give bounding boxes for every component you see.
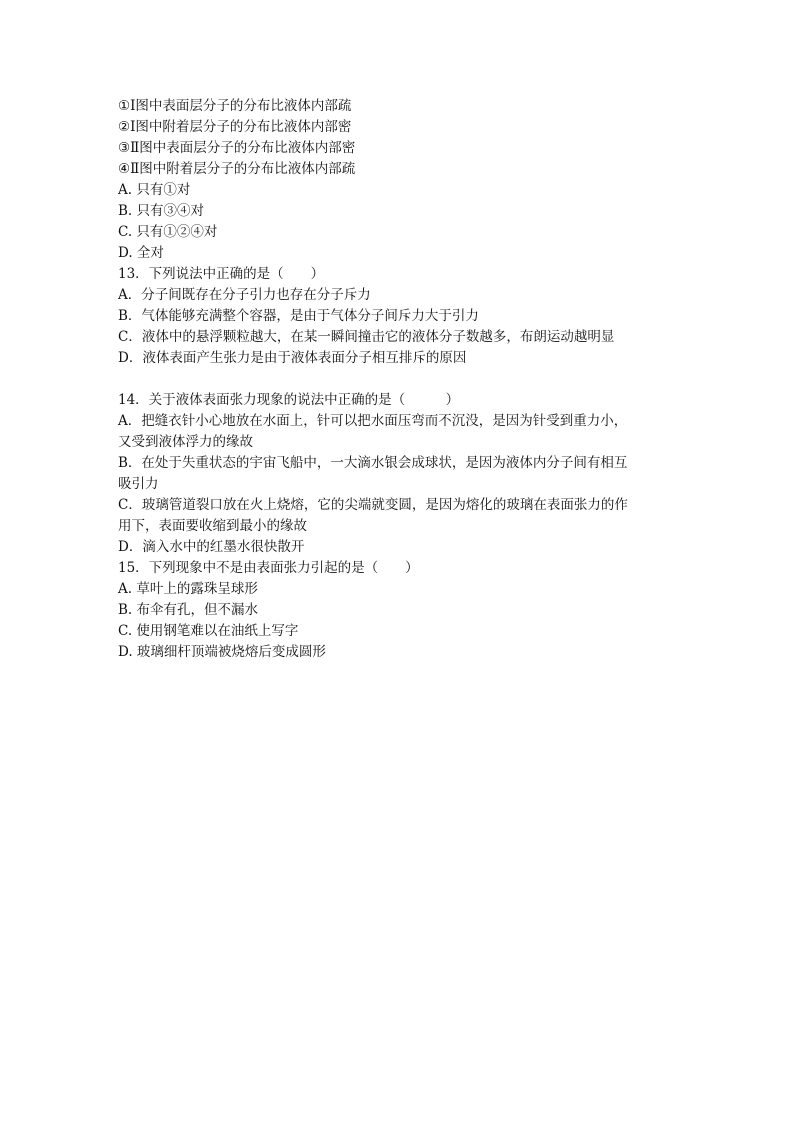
- q15-option-b: B. 布伞有孔，但不漏水: [118, 602, 259, 618]
- question-12-continuation: [118, 96, 678, 264]
- blank-line: [118, 369, 678, 390]
- q15-option-a: A. 草叶上的露珠呈球形: [118, 581, 258, 597]
- q13-option-a: A．分子间既存在分子引力也存在分子斥力: [118, 287, 371, 303]
- q14-option-b-line-1: B．在处于失重状态的宇宙飞船中，一大滴水银会成球状，是因为液体内分子间有相互: [118, 455, 628, 471]
- question-15: [118, 558, 678, 663]
- q15-option-d: D. 玻璃细杆顶端被烧熔后变成圆形: [118, 644, 326, 660]
- q13-stem: 13．下列说法中正确的是（ ）: [118, 266, 325, 282]
- q14-option-c-line-1: C．玻璃管道裂口放在火上烧熔，它的尖端就变圆，是因为熔化的玻璃在表面张力的作: [118, 497, 628, 513]
- question-14: [118, 390, 678, 558]
- q13-option-b: B．气体能够充满整个容器，是由于气体分子间斥力大于引力: [118, 308, 479, 324]
- document-page: [118, 96, 678, 663]
- q15-option-c: C. 使用钢笔难以在油纸上写字: [118, 623, 299, 639]
- q15-stem: 15．下列现象中不是由表面张力引起的是（ ）: [118, 560, 419, 576]
- statement-2: ②Ⅰ图中附着层分子的分布比液体内部密: [118, 119, 352, 135]
- q13-option-c: C．液体中的悬浮颗粒越大，在某一瞬间撞击它的液体分子数越多，布朗运动越明显: [118, 329, 615, 345]
- q14-option-a-line-2: 又受到液体浮力的缘故: [118, 434, 253, 450]
- q13-option-d: D．液体表面产生张力是由于液体表面分子相互排斥的原因: [118, 350, 467, 366]
- q14-option-a-line-1: A．把缝衣针小心地放在水面上，针可以把水面压弯而不沉没，是因为针受到重力小，: [118, 413, 628, 429]
- q12-option-a: A. 只有①对: [118, 182, 191, 198]
- q12-option-c: C. 只有①②④对: [118, 224, 218, 240]
- q14-option-b-line-2: 吸引力: [118, 476, 159, 492]
- statement-4: ④Ⅱ图中附着层分子的分布比液体内部疏: [118, 161, 356, 177]
- q12-option-d: D. 全对: [118, 245, 164, 261]
- q14-option-d: D．滴入水中的红墨水很快散开: [118, 539, 305, 555]
- q14-stem: 14．关于液体表面张力现象的说法中正确的是（ ）: [118, 392, 460, 408]
- q12-option-b: B. 只有③④对: [118, 203, 205, 219]
- statement-1: ①Ⅰ图中表面层分子的分布比液体内部疏: [118, 98, 352, 114]
- question-13: [118, 264, 678, 369]
- statement-3: ③Ⅱ图中表面层分子的分布比液体内部密: [118, 140, 356, 156]
- q14-option-c-line-2: 用下，表面要收缩到最小的缘故: [118, 518, 307, 534]
